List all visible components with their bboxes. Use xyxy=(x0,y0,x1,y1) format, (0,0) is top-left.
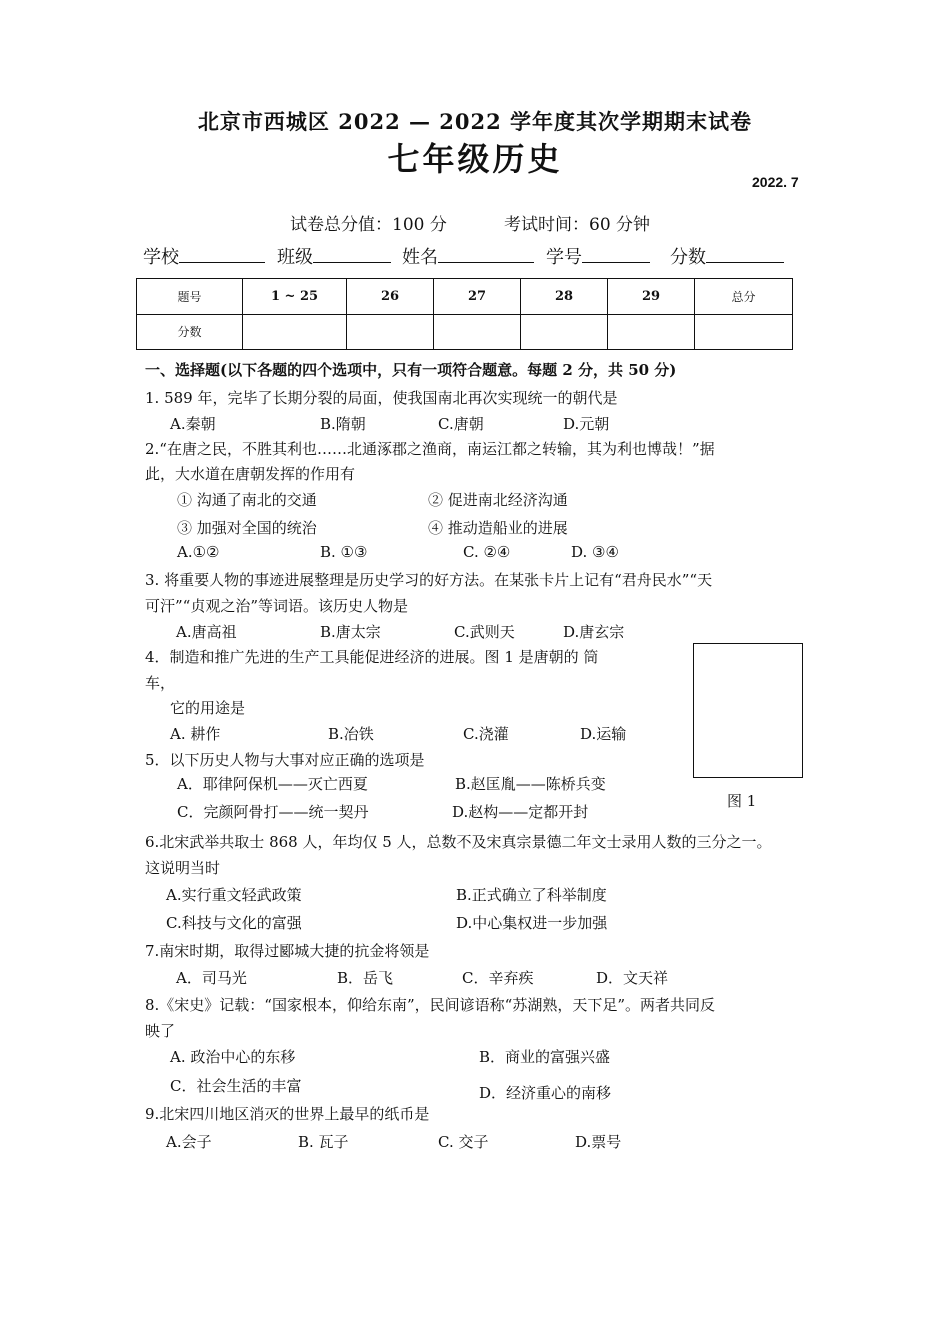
score-cell-29[interactable] xyxy=(608,314,695,350)
q9-option-d[interactable]: D.票号 xyxy=(575,1133,622,1151)
q5-option-d[interactable]: D.赵构——定都开封 xyxy=(452,803,589,821)
score-cell-28[interactable] xyxy=(521,314,608,350)
q8-stem-line2: 映了 xyxy=(145,1022,176,1040)
score-table-header-row xyxy=(137,279,793,315)
q6-stem-line1: 6.北宋武举共取士 868 人，年均仅 5 人，总数不及宋真宗景德二年文士录用人数的三分之一。 xyxy=(145,833,772,851)
q2-statement-2: ② 促进南北经济沟通 xyxy=(428,491,568,509)
score-table xyxy=(136,278,793,350)
q2-stem-line1: 2.“在唐之民，不胜其利也……北通涿郡之渔商，南运江都之转输，其为利也博哉！”据 xyxy=(145,440,715,458)
field-class[interactable] xyxy=(277,243,391,269)
q1-option-b[interactable]: B.隋朝 xyxy=(320,415,366,433)
q1-option-c[interactable]: C.唐朝 xyxy=(438,415,484,433)
score-table-value-row xyxy=(137,314,793,350)
q4-option-d[interactable]: D.运输 xyxy=(580,725,627,743)
q2-option-a[interactable]: A.①② xyxy=(177,543,220,561)
field-name[interactable] xyxy=(402,243,534,269)
field-student-id[interactable] xyxy=(546,243,650,269)
q4-option-b[interactable]: B.冶铁 xyxy=(328,725,374,743)
figure-1-placeholder xyxy=(693,643,803,778)
score-cell-1-25[interactable] xyxy=(243,314,347,350)
exam-date: 2022. 7 xyxy=(752,174,799,190)
score-header-29: 29 xyxy=(608,279,695,315)
score-header-total: 总分 xyxy=(695,279,793,315)
q2-option-b[interactable]: B. ①③ xyxy=(320,543,368,561)
field-school[interactable] xyxy=(143,243,265,269)
field-student-id-label: 学号 xyxy=(546,247,582,268)
field-school-label: 学校 xyxy=(143,247,179,268)
field-school-blank[interactable] xyxy=(179,246,265,263)
score-row-label: 分数 xyxy=(137,314,243,350)
q5-option-c[interactable]: C．完颜阿骨打——统一契丹 xyxy=(177,803,369,821)
score-header-26: 26 xyxy=(347,279,434,315)
field-student-id-blank[interactable] xyxy=(582,246,650,263)
subject-title: 七年级历史 xyxy=(387,140,563,178)
q5-stem: 5．以下历史人物与大事对应正确的选项是 xyxy=(145,751,425,769)
q5-option-a[interactable]: A．耶律阿保机——灭亡西夏 xyxy=(177,775,368,793)
q4-stem-line1: 4．制造和推广先进的生产工具能促进经济的进展。图 1 是唐朝的 筒 xyxy=(145,648,599,666)
q2-statement-1: ① 沟通了南北的交通 xyxy=(177,491,317,509)
q8-option-d[interactable]: D．经济重心的南移 xyxy=(479,1084,612,1102)
total-score-label: 试卷总分值：100 分 xyxy=(290,215,447,235)
field-score-label: 分数 xyxy=(670,247,706,268)
q6-option-b[interactable]: B.正式确立了科举制度 xyxy=(456,886,607,904)
q2-option-d[interactable]: D. ③④ xyxy=(571,543,619,561)
score-cell-26[interactable] xyxy=(347,314,434,350)
q5-option-b[interactable]: B.赵匡胤——陈桥兵变 xyxy=(455,775,606,793)
q6-option-d[interactable]: D.中心集权进一步加强 xyxy=(456,914,608,932)
exam-title: 北京市西城区 2022 — 2022 学年度其次学期期末试卷 xyxy=(197,109,753,134)
q9-option-b[interactable]: B. 瓦子 xyxy=(298,1133,349,1151)
q7-option-b[interactable]: B．岳飞 xyxy=(337,969,394,987)
field-name-blank[interactable] xyxy=(438,246,534,263)
q3-stem-line1: 3. 将重要人物的事迹进展整理是历史学习的好方法。在某张卡片上记有“君舟民水”“天 xyxy=(145,571,713,589)
figure-1-caption: 图 1 xyxy=(727,792,757,810)
q8-option-a[interactable]: A. 政治中心的东移 xyxy=(170,1048,296,1066)
q7-stem: 7.南宋时期，取得过郾城大捷的抗金将领是 xyxy=(145,942,430,960)
score-header-27: 27 xyxy=(434,279,521,315)
q3-option-d[interactable]: D.唐玄宗 xyxy=(563,623,625,641)
q8-option-c[interactable]: C．社会生活的丰富 xyxy=(170,1077,302,1095)
field-class-label: 班级 xyxy=(277,247,313,268)
q4-option-a[interactable]: A. 耕作 xyxy=(170,725,221,743)
score-header-1-25: 1 ~ 25 xyxy=(243,279,347,315)
q2-statement-4: ④ 推动造船业的进展 xyxy=(428,519,568,537)
q8-stem-line1: 8.《宋史》记载：“国家根本，仰给东南”，民间谚语称“苏湖熟，天下足”。两者共同反 xyxy=(145,996,715,1014)
q2-stem-line2: 此，大水道在唐朝发挥的作用有 xyxy=(145,465,356,483)
score-header-28: 28 xyxy=(521,279,608,315)
q4-stem-line3: 它的用途是 xyxy=(170,699,246,717)
q1-option-d[interactable]: D.元朝 xyxy=(563,415,610,433)
score-header-label: 题号 xyxy=(137,279,243,315)
q3-option-a[interactable]: A.唐高祖 xyxy=(176,623,237,641)
q2-option-c[interactable]: C. ②④ xyxy=(463,543,511,561)
q9-stem: 9.北宋四川地区消灭的世界上最早的纸币是 xyxy=(145,1105,430,1123)
q3-option-c[interactable]: C.武则天 xyxy=(454,623,515,641)
field-score-blank[interactable] xyxy=(706,246,784,263)
q7-option-d[interactable]: D．文天祥 xyxy=(596,969,669,987)
q9-option-a[interactable]: A.会子 xyxy=(166,1133,212,1151)
field-name-label: 姓名 xyxy=(402,247,438,268)
q6-option-c[interactable]: C.科技与文化的富强 xyxy=(166,914,302,932)
q4-stem-line2: 车， xyxy=(145,674,176,692)
field-score[interactable] xyxy=(670,243,784,269)
q7-option-c[interactable]: C．辛弃疾 xyxy=(462,969,534,987)
field-class-blank[interactable] xyxy=(313,246,391,263)
q1-stem: 1. 589 年，完毕了长期分裂的局面，使我国南北再次实现统一的朝代是 xyxy=(145,389,618,407)
q7-option-a[interactable]: A．司马光 xyxy=(176,969,247,987)
q6-option-a[interactable]: A.实行重文轻武政策 xyxy=(166,886,302,904)
q3-option-b[interactable]: B.唐太宗 xyxy=(320,623,381,641)
q4-option-c[interactable]: C.浇灌 xyxy=(463,725,509,743)
q8-option-b[interactable]: B．商业的富强兴盛 xyxy=(479,1048,611,1066)
q2-statement-3: ③ 加强对全国的统治 xyxy=(177,519,317,537)
q9-option-c[interactable]: C. 交子 xyxy=(438,1133,489,1151)
q3-stem-line2: 可汗”“贞观之治”等词语。该历史人物是 xyxy=(145,597,409,615)
q6-stem-line2: 这说明当时 xyxy=(145,859,221,877)
score-cell-27[interactable] xyxy=(434,314,521,350)
score-cell-total[interactable] xyxy=(695,314,793,350)
exam-time-label: 考试时间：60 分钟 xyxy=(504,215,651,235)
q1-option-a[interactable]: A.秦朝 xyxy=(170,415,216,433)
section-heading: 一、选择题(以下各题的四个选项中，只有一项符合题意。每题 2 分，共 50 分) xyxy=(145,361,677,379)
